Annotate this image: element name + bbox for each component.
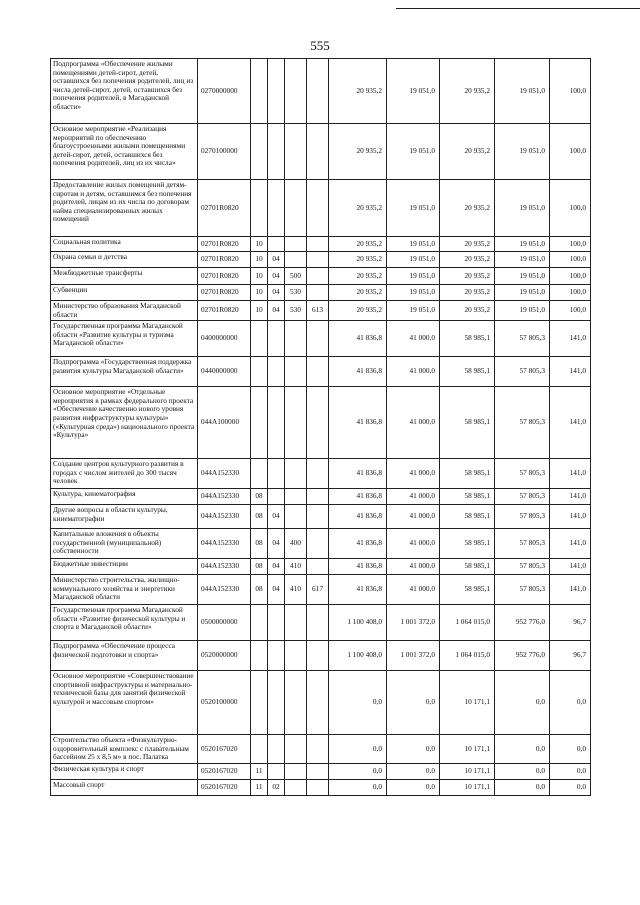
row-name: Подпрограмма «Обеспечение жилыми помещениями детей-сирот, детей, оставшихся без попечения родителей, лиц из числа детей-сирот, детей, оставшихся без попечения родителей, в Магаданской области» [51,59,198,124]
table-row [51,387,591,459]
cell-percent: 100,0 [550,285,591,301]
cell-value-1: 41 836,8 [329,505,387,529]
header-rule [396,8,640,9]
cell-pr: 02 [268,779,285,795]
cell-vr: 530 [285,301,307,321]
cell-value-1: 41 836,8 [329,459,387,489]
cell-gr [307,268,329,285]
table-row [51,763,591,779]
cell-csr: 0520167020 [198,779,251,795]
cell-pr [268,124,285,180]
cell-rz: 10 [251,301,268,321]
cell-value-4: 952 776,0 [495,605,550,641]
row-name: Межбюджетные трансферты [51,268,198,285]
cell-percent: 100,0 [550,252,591,268]
cell-pr: 04 [268,529,285,559]
cell-csr: 0400000000 [198,321,251,357]
page-number: 555 [310,38,330,53]
cell-value-3: 20 935,2 [440,268,495,285]
cell-value-2: 19 051,0 [387,285,440,301]
budget-table [50,58,591,796]
cell-value-4: 0,0 [495,735,550,764]
cell-gr [307,763,329,779]
cell-value-2: 41 000,0 [387,357,440,387]
cell-value-1: 41 836,8 [329,529,387,559]
row-name: Государственная программа Магаданской области «Развитие культуры и туризма Магаданской области» [51,321,198,357]
cell-pr [268,180,285,237]
cell-value-3: 58 985,1 [440,489,495,505]
cell-value-1: 20 935,2 [329,124,387,180]
cell-value-3: 10 171,1 [440,779,495,795]
cell-vr [285,763,307,779]
cell-pr: 04 [268,301,285,321]
cell-vr [285,237,307,252]
cell-value-4: 57 805,3 [495,489,550,505]
cell-rz [251,605,268,641]
cell-rz [251,735,268,764]
cell-value-2: 41 000,0 [387,489,440,505]
cell-rz [251,641,268,671]
cell-rz: 08 [251,575,268,605]
cell-value-4: 57 805,3 [495,357,550,387]
cell-value-1: 41 836,8 [329,387,387,459]
cell-gr [307,735,329,764]
row-name: Охрана семьи и детства [51,252,198,268]
cell-csr: 02701R0820 [198,180,251,237]
cell-csr: 02701R0820 [198,252,251,268]
cell-value-3: 20 935,2 [440,252,495,268]
cell-value-4: 19 051,0 [495,180,550,237]
cell-value-3: 20 935,2 [440,59,495,124]
row-name: Основное мероприятие «Отдельные мероприятия в рамках федерального проекта «Обеспечение качественно нового уровня развития инфраструктуры культуры» («Культурная среда») национального проекта «Культура» [51,387,198,459]
cell-value-2: 41 000,0 [387,321,440,357]
cell-csr: 0520167020 [198,735,251,764]
cell-value-4: 0,0 [495,779,550,795]
cell-vr [285,671,307,735]
cell-rz: 11 [251,779,268,795]
cell-rz: 08 [251,505,268,529]
cell-value-3: 1 064 015,0 [440,641,495,671]
cell-percent: 100,0 [550,59,591,124]
cell-value-1: 41 836,8 [329,357,387,387]
cell-value-4: 19 051,0 [495,124,550,180]
cell-gr [307,252,329,268]
table-row [51,575,591,605]
row-name: Основное мероприятие «Совершенствование спортивной инфраструктуры и материально-технической базы для занятий физической культурой и массовым спортом» [51,671,198,735]
cell-rz: 10 [251,268,268,285]
cell-pr: 04 [268,252,285,268]
row-name: Подпрограмма «Государственная поддержка развития культуры Магаданской области» [51,357,198,387]
cell-value-3: 20 935,2 [440,237,495,252]
cell-pr: 04 [268,559,285,575]
table-row [51,671,591,735]
cell-vr: 410 [285,559,307,575]
cell-csr: 044A152330 [198,575,251,605]
cell-value-4: 57 805,3 [495,387,550,459]
cell-value-2: 1 001 372,0 [387,641,440,671]
cell-pr [268,59,285,124]
cell-csr: 0440000000 [198,357,251,387]
cell-value-3: 58 985,1 [440,559,495,575]
cell-vr [285,387,307,459]
cell-value-3: 58 985,1 [440,357,495,387]
table-row [51,505,591,529]
cell-value-1: 20 935,2 [329,237,387,252]
cell-percent: 100,0 [550,268,591,285]
cell-vr [285,357,307,387]
cell-percent: 0,0 [550,671,591,735]
cell-pr [268,321,285,357]
cell-value-1: 20 935,2 [329,59,387,124]
cell-value-3: 10 171,1 [440,671,495,735]
table-row [51,779,591,795]
cell-value-2: 41 000,0 [387,459,440,489]
cell-percent: 0,0 [550,763,591,779]
cell-value-2: 19 051,0 [387,180,440,237]
cell-vr: 400 [285,529,307,559]
cell-value-3: 20 935,2 [440,124,495,180]
cell-value-2: 19 051,0 [387,59,440,124]
table-row [51,641,591,671]
cell-csr: 044A152330 [198,505,251,529]
cell-value-3: 20 935,2 [440,180,495,237]
cell-rz [251,357,268,387]
cell-gr [307,779,329,795]
cell-value-1: 20 935,2 [329,252,387,268]
cell-vr [285,459,307,489]
cell-value-2: 0,0 [387,735,440,764]
cell-value-1: 20 935,2 [329,268,387,285]
row-name: Министерство образования Магаданской области [51,301,198,321]
cell-pr [268,605,285,641]
cell-value-1: 41 836,8 [329,321,387,357]
cell-csr: 02701R0820 [198,237,251,252]
cell-gr [307,180,329,237]
row-name: Массовый спорт [51,779,198,795]
cell-value-2: 41 000,0 [387,575,440,605]
cell-vr [285,321,307,357]
cell-value-1: 20 935,2 [329,285,387,301]
cell-vr [285,605,307,641]
cell-value-2: 0,0 [387,779,440,795]
cell-csr: 0520000000 [198,641,251,671]
cell-rz [251,459,268,489]
table-row [51,489,591,505]
cell-value-1: 20 935,2 [329,301,387,321]
cell-value-1: 0,0 [329,779,387,795]
cell-rz: 08 [251,559,268,575]
cell-vr [285,489,307,505]
row-name: Другие вопросы в области культуры, кинематографии [51,505,198,529]
cell-percent: 100,0 [550,237,591,252]
cell-pr [268,459,285,489]
table-row [51,529,591,559]
cell-gr [307,59,329,124]
table-row [51,252,591,268]
table-row [51,124,591,180]
cell-gr [307,124,329,180]
row-name: Культура, кинематография [51,489,198,505]
cell-vr [285,124,307,180]
cell-gr [307,321,329,357]
row-name: Министерство строительства, жилищно-коммунального хозяйства и энергетики Магаданской области [51,575,198,605]
cell-csr: 044A152330 [198,459,251,489]
cell-vr: 410 [285,575,307,605]
cell-value-3: 1 064 015,0 [440,605,495,641]
table-row [51,559,591,575]
cell-percent: 100,0 [550,180,591,237]
cell-pr [268,357,285,387]
cell-value-3: 58 985,1 [440,321,495,357]
cell-vr: 500 [285,268,307,285]
cell-rz [251,671,268,735]
row-name: Создание центров культурного развития в городах с числом жителей до 300 тысяч человек [51,459,198,489]
cell-value-1: 0,0 [329,735,387,764]
cell-value-3: 20 935,2 [440,301,495,321]
cell-gr [307,529,329,559]
cell-percent: 100,0 [550,301,591,321]
cell-csr: 0500000000 [198,605,251,641]
cell-vr [285,252,307,268]
cell-gr [307,237,329,252]
cell-percent: 141,0 [550,505,591,529]
table-row [51,285,591,301]
cell-pr: 04 [268,285,285,301]
table-row [51,180,591,237]
table-row [51,735,591,764]
cell-rz [251,180,268,237]
cell-rz: 08 [251,489,268,505]
cell-pr [268,763,285,779]
cell-value-1: 41 836,8 [329,559,387,575]
table-row [51,357,591,387]
cell-csr: 0270000000 [198,59,251,124]
cell-value-2: 0,0 [387,763,440,779]
cell-vr: 530 [285,285,307,301]
cell-value-1: 41 836,8 [329,489,387,505]
cell-gr [307,641,329,671]
cell-percent: 0,0 [550,779,591,795]
cell-gr [307,505,329,529]
cell-pr: 04 [268,505,285,529]
cell-csr: 0520100000 [198,671,251,735]
cell-percent: 96,7 [550,641,591,671]
cell-value-4: 57 805,3 [495,459,550,489]
cell-rz: 08 [251,529,268,559]
row-name: Капитальные вложения в объекты государственной (муниципальной) собственности [51,529,198,559]
table-row [51,268,591,285]
table-row [51,321,591,357]
cell-value-1: 0,0 [329,671,387,735]
table-row [51,237,591,252]
cell-value-2: 19 051,0 [387,301,440,321]
cell-csr: 02701R0820 [198,285,251,301]
cell-value-2: 1 001 372,0 [387,605,440,641]
row-name: Физическая культура и спорт [51,763,198,779]
cell-vr [285,180,307,237]
cell-value-1: 0,0 [329,763,387,779]
cell-value-3: 58 985,1 [440,387,495,459]
table-row [51,459,591,489]
cell-value-3: 58 985,1 [440,575,495,605]
row-name: Бюджетные инвестиции [51,559,198,575]
cell-rz [251,59,268,124]
row-name: Предоставление жилых помещений детям-сиротам и детям, оставшимся без попечения родителей, лицам из их числа по договорам найма специализированных жилых помещений [51,180,198,237]
cell-value-4: 19 051,0 [495,59,550,124]
cell-csr: 044A152330 [198,529,251,559]
row-name: Основное мероприятие «Реализация мероприятий по обеспечению благоустроенными жилыми помещениями детей-сирот, детей, оставшихся без попечения родителей, лиц из их числа» [51,124,198,180]
cell-pr [268,735,285,764]
cell-value-2: 0,0 [387,671,440,735]
cell-value-4: 57 805,3 [495,505,550,529]
cell-gr [307,387,329,459]
cell-rz: 10 [251,285,268,301]
cell-value-2: 19 051,0 [387,252,440,268]
cell-gr [307,605,329,641]
cell-value-4: 19 051,0 [495,268,550,285]
cell-value-2: 41 000,0 [387,559,440,575]
cell-value-4: 0,0 [495,763,550,779]
cell-value-1: 41 836,8 [329,575,387,605]
cell-percent: 141,0 [550,559,591,575]
cell-pr [268,489,285,505]
cell-value-3: 20 935,2 [440,285,495,301]
cell-gr [307,459,329,489]
cell-csr: 044A100000 [198,387,251,459]
cell-percent: 0,0 [550,735,591,764]
cell-percent: 141,0 [550,321,591,357]
cell-value-1: 1 100 408,0 [329,605,387,641]
cell-csr: 0520167020 [198,763,251,779]
cell-value-3: 10 171,1 [440,735,495,764]
cell-gr: 617 [307,575,329,605]
cell-value-4: 19 051,0 [495,285,550,301]
cell-value-2: 19 051,0 [387,237,440,252]
cell-rz [251,124,268,180]
cell-gr [307,357,329,387]
cell-percent: 141,0 [550,459,591,489]
cell-value-4: 952 776,0 [495,641,550,671]
cell-value-4: 57 805,3 [495,321,550,357]
cell-rz [251,387,268,459]
cell-rz: 10 [251,237,268,252]
cell-rz [251,321,268,357]
row-name: Субвенции [51,285,198,301]
row-name: Подпрограмма «Обеспечение процесса физической подготовки и спорта» [51,641,198,671]
cell-value-3: 58 985,1 [440,459,495,489]
cell-percent: 141,0 [550,357,591,387]
cell-gr [307,671,329,735]
cell-gr: 613 [307,301,329,321]
cell-value-1: 1 100 408,0 [329,641,387,671]
table-row [51,59,591,124]
cell-value-3: 58 985,1 [440,505,495,529]
cell-rz: 10 [251,252,268,268]
cell-percent: 141,0 [550,387,591,459]
cell-value-2: 41 000,0 [387,505,440,529]
cell-vr [285,505,307,529]
cell-gr [307,489,329,505]
cell-vr [285,641,307,671]
cell-value-1: 20 935,2 [329,180,387,237]
cell-pr [268,237,285,252]
cell-vr [285,779,307,795]
cell-pr [268,671,285,735]
cell-percent: 141,0 [550,575,591,605]
cell-value-2: 41 000,0 [387,529,440,559]
cell-pr: 04 [268,575,285,605]
cell-value-3: 10 171,1 [440,763,495,779]
cell-csr: 044A152330 [198,559,251,575]
cell-value-4: 19 051,0 [495,252,550,268]
table-row [51,605,591,641]
cell-csr: 044A152330 [198,489,251,505]
cell-value-4: 19 051,0 [495,301,550,321]
cell-vr [285,735,307,764]
cell-csr: 02701R0820 [198,301,251,321]
cell-percent: 141,0 [550,529,591,559]
cell-value-2: 19 051,0 [387,124,440,180]
cell-vr [285,59,307,124]
cell-value-4: 57 805,3 [495,559,550,575]
cell-pr [268,641,285,671]
row-name: Государственная программа Магаданской области «Развитие физической культуры и спорта в Магаданской области» [51,605,198,641]
cell-percent: 100,0 [550,124,591,180]
cell-percent: 96,7 [550,605,591,641]
row-name: Строительство объекта «Физкультурно-оздоровительный комплекс с плавательным бассейном 25 х 8,5 м» в пос. Палатка [51,735,198,764]
cell-value-2: 41 000,0 [387,387,440,459]
cell-pr: 04 [268,268,285,285]
cell-value-4: 19 051,0 [495,237,550,252]
cell-gr [307,285,329,301]
cell-value-4: 57 805,3 [495,575,550,605]
cell-percent: 141,0 [550,489,591,505]
table-row [51,301,591,321]
row-name: Социальная политика [51,237,198,252]
cell-rz: 11 [251,763,268,779]
cell-value-4: 0,0 [495,671,550,735]
cell-pr [268,387,285,459]
cell-csr: 0270100000 [198,124,251,180]
cell-value-3: 58 985,1 [440,529,495,559]
cell-value-4: 57 805,3 [495,529,550,559]
cell-gr [307,559,329,575]
cell-value-2: 19 051,0 [387,268,440,285]
cell-csr: 02701R0820 [198,268,251,285]
